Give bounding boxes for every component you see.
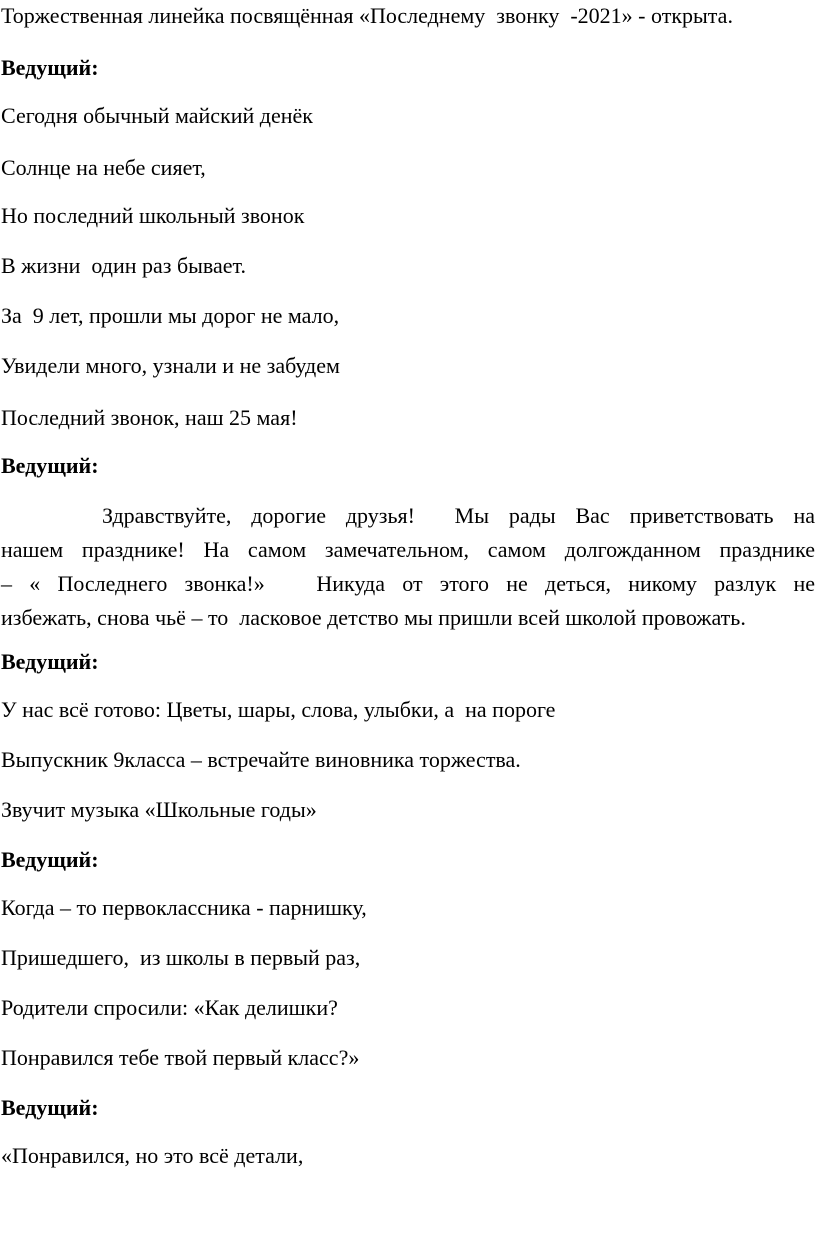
verse-line: «Понравился, но это всё детали, [1,1143,304,1168]
verse-line: Солнце на небе сияет, [1,155,206,180]
speaker-label: Ведущий: [1,649,99,674]
speaker-label: Ведущий: [1,847,99,872]
verse-line: Увидели много, узнали и не забудем [1,353,340,378]
speaker-label: Ведущий: [1,1095,99,1120]
speaker-label: Ведущий: [1,453,99,478]
verse-line: Последний звонок, наш 25 мая! [1,405,298,430]
greeting-paragraph [1,499,815,635]
verse-line: Родители спросили: «Как делишки? [1,995,338,1020]
paragraph-line: нашем празднике! На самом замечательном, самом долгожданном празднике [1,537,815,562]
verse-line: Пришедшего, из школы в первый раз, [1,945,361,970]
verse-line: За 9 лет, прошли мы дорог не мало, [1,303,340,328]
speaker-label: Ведущий: [1,55,99,80]
document-title-line: Торжественная линейка посвящённая «Последнему звонку -2021» - открыта. [1,3,733,28]
verse-line: Когда – то первоклассника - парнишку, [1,895,367,920]
paragraph-line: – « Последнего звонка!» Никуда от этого не деться, никому разлук не [1,571,815,596]
verse-line: Сегодня обычный майский денёк [1,103,313,128]
paragraph-line: Здравствуйте, дорогие друзья! Мы рады Вас приветствовать на [102,503,815,528]
paragraph-line: избежать, снова чьё – то ласковое детство мы пришли всей школой провожать. [1,605,746,630]
stage-direction: Звучит музыка «Школьные годы» [1,797,317,822]
verse-line: Выпускник 9класса – встречайте виновника торжества. [1,747,521,772]
verse-line: У нас всё готово: Цветы, шары, слова, улыбки, а на пороге [1,697,556,722]
verse-line: В жизни один раз бывает. [1,253,247,278]
verse-line: Понравился тебе твой первый класс?» [1,1045,360,1070]
verse-line: Но последний школьный звонок [1,203,305,228]
